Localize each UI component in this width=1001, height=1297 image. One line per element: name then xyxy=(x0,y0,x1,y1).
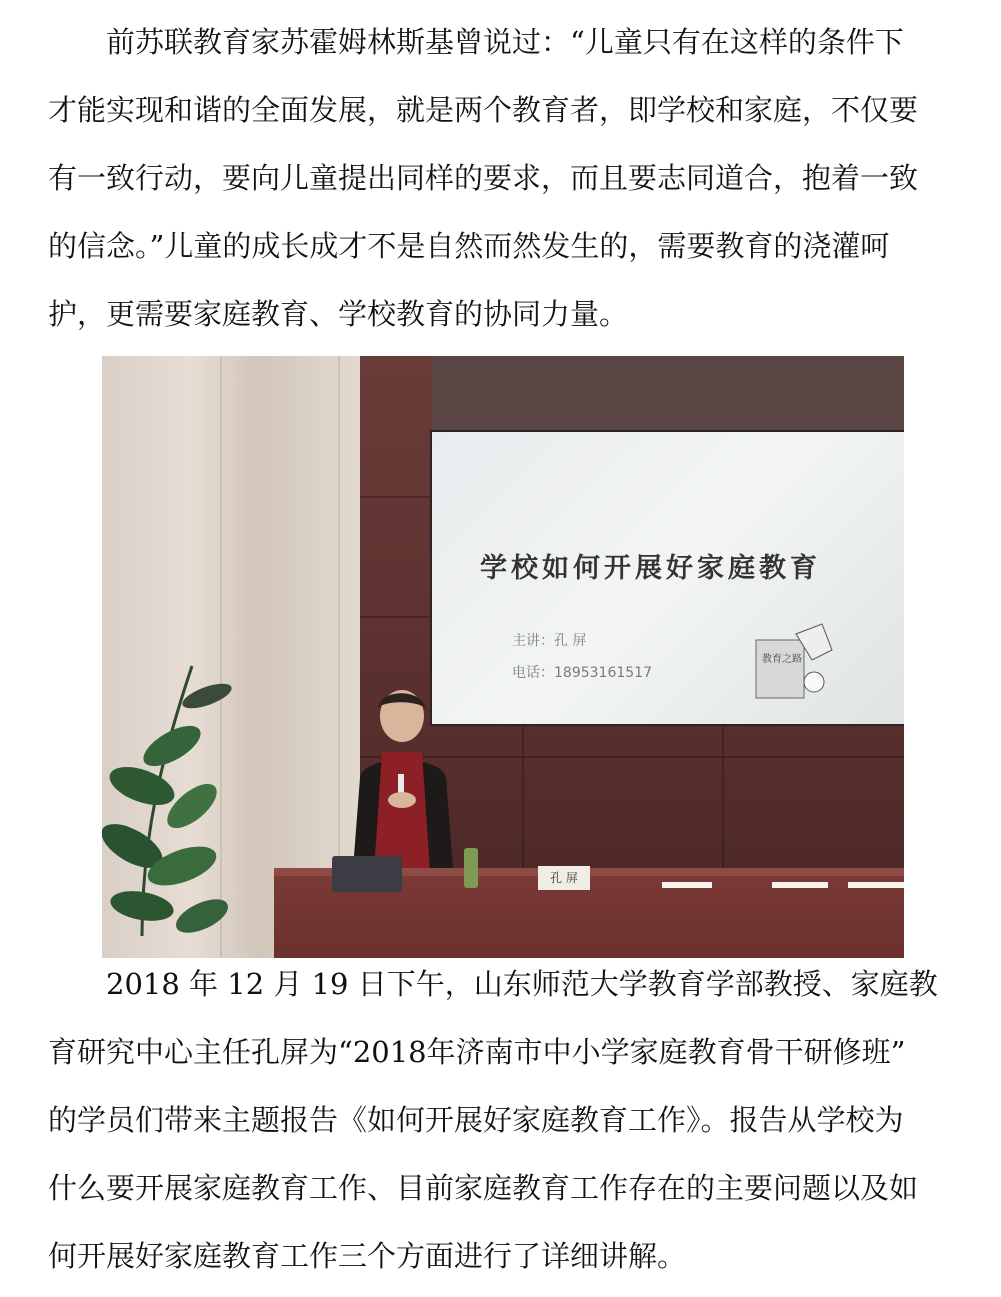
paragraph-line: 的学员们带来主题报告《如何开展好家庭教育工作》。报告从学校为 xyxy=(48,1103,904,1137)
paragraph-line: 的信念。”儿童的成长成才不是自然而然发生的，需要教育的浇灌呵 xyxy=(48,229,890,263)
paragraph-line: 有一致行动，要向儿童提出同样的要求，而且要志同道合，抱着一致 xyxy=(48,161,919,195)
laptop xyxy=(332,856,402,892)
paper-sheet xyxy=(848,882,904,888)
projection-screen xyxy=(432,432,904,724)
paper-sheet xyxy=(772,882,828,888)
paragraph-line: 何开展好家庭教育工作三个方面进行了详细讲解。 xyxy=(48,1239,687,1273)
lecture-photo xyxy=(102,356,904,958)
screen-housing xyxy=(432,356,904,436)
paragraph-line: 2018 年 12 月 19 日下午，山东师范大学教育学部教授、家庭教 xyxy=(106,967,938,1001)
slide-phone: 电话：18953161517 xyxy=(512,665,652,681)
paper-sheet xyxy=(662,882,712,888)
book-text: 教育之路 xyxy=(762,654,802,665)
slide-title: 学校如何开展好家庭教育 xyxy=(480,553,821,584)
slide-speaker: 主讲：孔 屏 xyxy=(512,633,587,649)
intro-paragraph xyxy=(48,8,958,348)
water-bottle xyxy=(464,848,478,888)
nameplate: 孔 屏 xyxy=(538,866,590,890)
paragraph-line: 才能实现和谐的全面发展，就是两个教育者，即学校和家庭，不仅要 xyxy=(48,93,919,127)
panel-seam xyxy=(522,726,524,876)
paragraph-line: 前苏联教育家苏霍姆林斯基曾说过：“儿童只有在这样的条件下 xyxy=(106,25,904,59)
book-illustration-icon xyxy=(752,620,838,704)
report-paragraph xyxy=(48,950,958,1290)
panel-seam xyxy=(722,726,724,876)
paragraph-line: 什么要开展家庭教育工作、目前家庭教育工作存在的主要问题以及如 xyxy=(48,1171,919,1205)
paragraph-line: 育研究中心主任孔屏为“2018年济南市中小学家庭教育骨干研修班” xyxy=(48,1035,906,1069)
potted-plant xyxy=(102,636,252,958)
paragraph-line: 护，更需要家庭教育、学校教育的协同力量。 xyxy=(48,297,629,331)
